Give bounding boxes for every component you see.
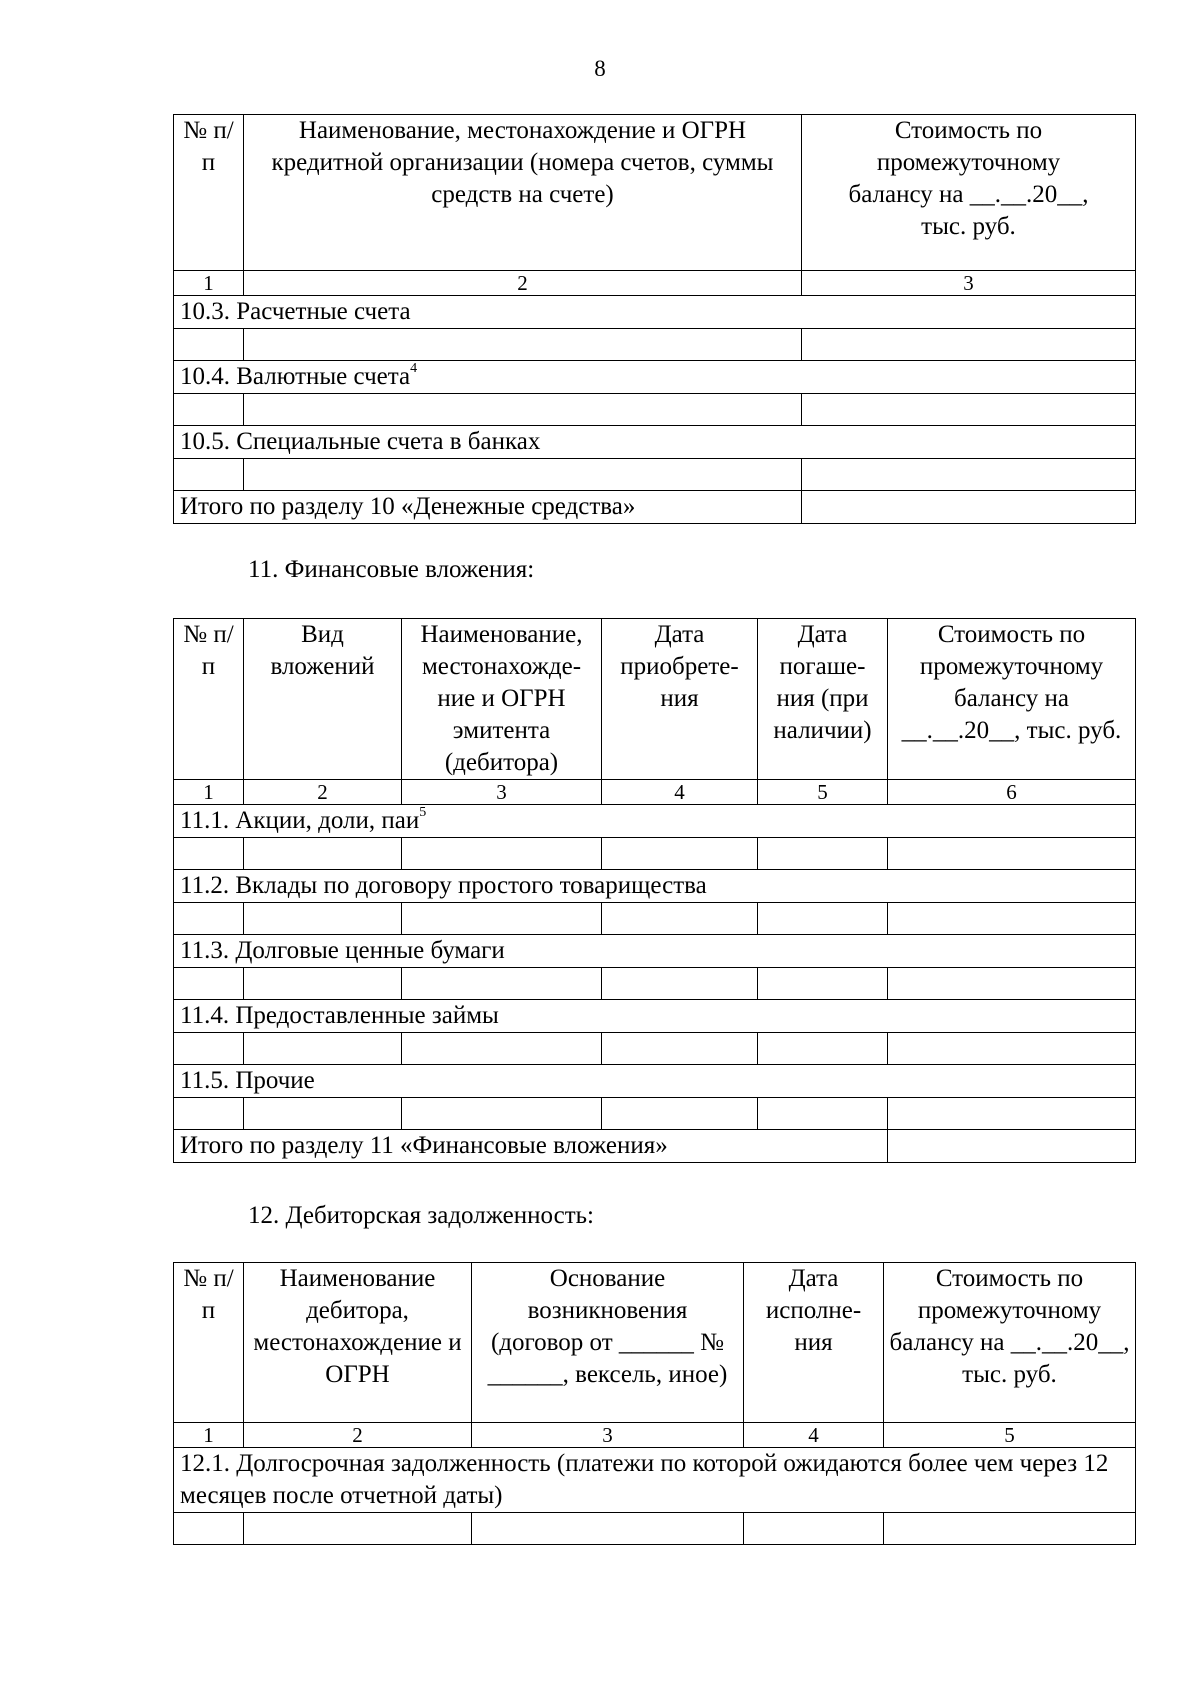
empty-row: [174, 968, 1136, 1000]
header-maturity-date: Дата погаше-ния (при наличии): [758, 619, 888, 780]
header-type: Вид вложений: [244, 619, 402, 780]
empty-row: [174, 1098, 1136, 1130]
table-header-row: [174, 1263, 1136, 1423]
section-title: 11.3. Долговые ценные бумаги: [180, 937, 505, 964]
empty-row: [174, 329, 1136, 361]
section-row: [174, 870, 1136, 903]
section-title: 12.1. Долгосрочная задолженность (платежи по которой ожидаются более чем через 12 месяцев после отчетной даты): [174, 1448, 1136, 1513]
section-row: [174, 1448, 1136, 1513]
column-number: 2: [244, 271, 802, 296]
section-title: 11.5. Прочие: [180, 1067, 315, 1094]
financial-investments-table: [173, 618, 1136, 1163]
section-row: [174, 1065, 1136, 1098]
column-number: 2: [244, 780, 402, 805]
section-11-heading: 11. Финансовые вложения:: [248, 556, 535, 583]
section-title: 10.3. Расчетные счета: [180, 298, 411, 325]
total-label: Итого по разделу 11 «Финансовые вложения»: [174, 1130, 888, 1163]
column-number: 4: [602, 780, 758, 805]
header-value: Стоимость по промежуточному балансу на __.__.20__, тыс. руб.: [884, 1263, 1136, 1423]
section-row: [174, 361, 1136, 394]
table-header-row: [174, 115, 1136, 271]
column-number: 5: [758, 780, 888, 805]
table-header-row: [174, 619, 1136, 780]
header-debtor: Наименование дебитора, местонахождение и ОГРН: [244, 1263, 472, 1423]
header-basis: Основание возникновения (договор от ______ № ______, вексель, иное): [472, 1263, 744, 1423]
header-number: № п/п: [174, 115, 244, 271]
header-number: № п/п: [174, 1263, 244, 1423]
footnote-marker: 4: [410, 361, 418, 376]
section-12-heading: 12. Дебиторская задолженность:: [248, 1202, 594, 1229]
header-acquisition-date: Дата приобрете-ния: [602, 619, 758, 780]
empty-row: [174, 394, 1136, 426]
total-label: Итого по разделу 10 «Денежные средства»: [174, 491, 802, 524]
header-value: Стоимость по промежуточному балансу на __.__.20__, тыс. руб.: [802, 115, 1136, 271]
column-number-row: [174, 271, 1136, 296]
total-row: [174, 1130, 1136, 1163]
column-number-row: [174, 780, 1136, 805]
column-number: 3: [472, 1423, 744, 1448]
section-row: [174, 805, 1136, 838]
empty-row: [174, 903, 1136, 935]
column-number: 1: [174, 1423, 244, 1448]
section-title: 10.4. Валютные счета: [180, 363, 411, 390]
empty-row: [174, 1513, 1136, 1545]
column-number: 3: [402, 780, 602, 805]
footnote-marker: 5: [419, 805, 427, 820]
section-row: [174, 296, 1136, 329]
section-title: 10.5. Специальные счета в банках: [180, 428, 541, 455]
empty-row: [174, 459, 1136, 491]
section-title: 11.4. Предоставленные займы: [180, 1002, 499, 1029]
header-value: Стоимость по промежуточному балансу на __.__.20__, тыс. руб.: [888, 619, 1136, 780]
section-title: 11.2. Вклады по договору простого товарищества: [180, 872, 707, 899]
column-number: 3: [802, 271, 1136, 296]
column-number: 2: [244, 1423, 472, 1448]
header-organization: Наименование, местонахождение и ОГРН кредитной организации (номера счетов, суммы средств на счете): [244, 115, 802, 271]
total-row: [174, 491, 1136, 524]
receivables-table: [173, 1262, 1136, 1545]
empty-row: [174, 838, 1136, 870]
empty-row: [174, 1033, 1136, 1065]
column-number: 6: [888, 780, 1136, 805]
section-row: [174, 426, 1136, 459]
header-issuer: Наименование, местонахожде-ние и ОГРН эмитента (дебитора): [402, 619, 602, 780]
page-number: 8: [594, 56, 606, 81]
section-row: [174, 1000, 1136, 1033]
section-row: [174, 935, 1136, 968]
cash-table: [173, 114, 1136, 524]
column-number: 1: [174, 271, 244, 296]
column-number: 1: [174, 780, 244, 805]
section-title: 11.1. Акции, доли, паи: [180, 807, 420, 834]
column-number-row: [174, 1423, 1136, 1448]
column-number: 4: [744, 1423, 884, 1448]
header-number: № п/п: [174, 619, 244, 780]
column-number: 5: [884, 1423, 1136, 1448]
header-execution-date: Дата исполне-ния: [744, 1263, 884, 1423]
